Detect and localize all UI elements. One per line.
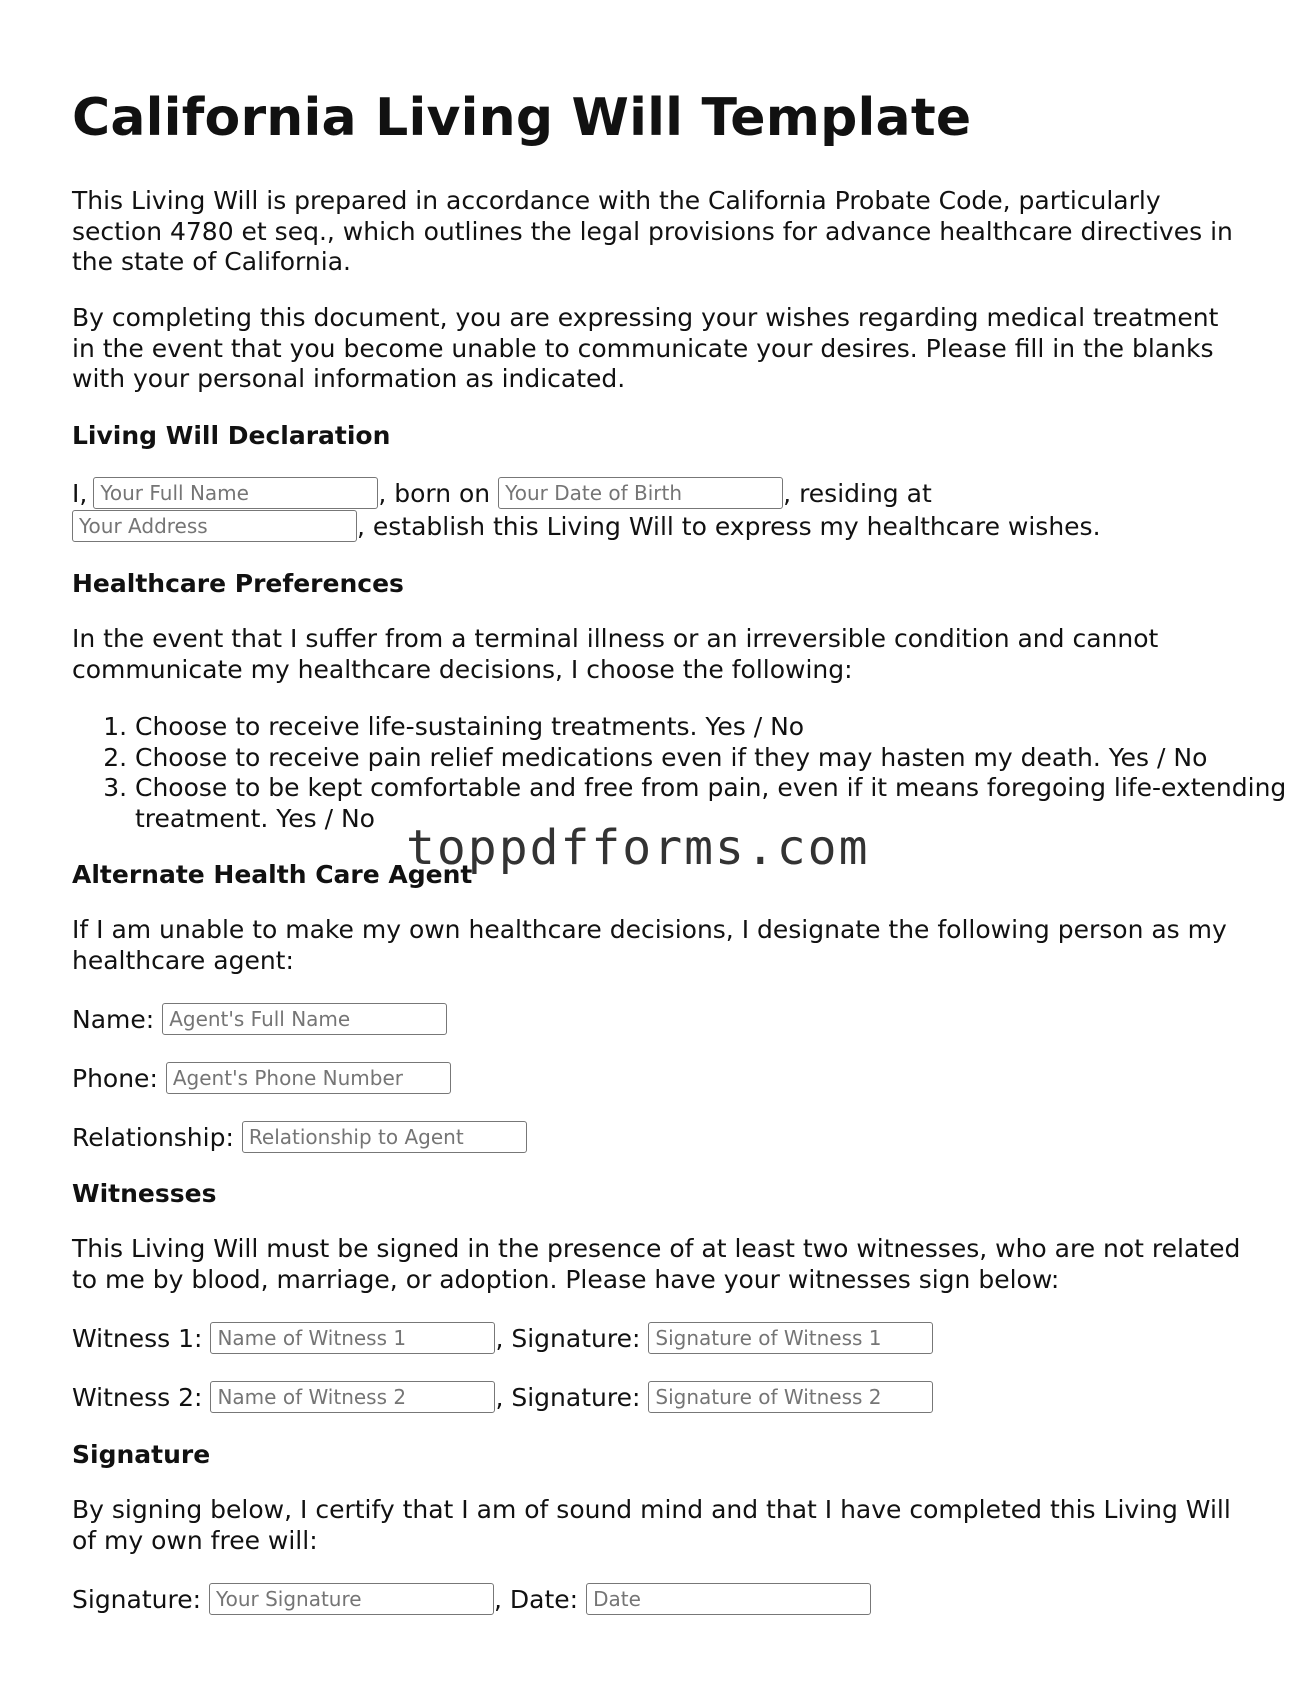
full-name-field[interactable]: [93, 477, 378, 509]
agent-name-row: [72, 1002, 447, 1036]
declaration-text-establish: , establish this Living Will to express my healthcare wishes.: [357, 511, 1101, 541]
intro-paragraph-1: This Living Will is prepared in accordance with the California Probate Code, particularly section 4780 et seq., which outlines the legal provisions for advance healthcare directives in the state of California.: [72, 186, 1233, 276]
witness-2-label: Witness 2:: [72, 1382, 203, 1412]
witness-2-row: [72, 1380, 933, 1414]
signature-row: [72, 1582, 871, 1616]
declaration-text-born: , born on: [378, 478, 491, 508]
agent-relationship-field[interactable]: [242, 1121, 527, 1153]
date-field[interactable]: [586, 1583, 871, 1615]
witness-2-signature-label: , Signature:: [495, 1382, 641, 1412]
preferences-heading: Healthcare Preferences: [72, 569, 404, 598]
agent-phone-row: [72, 1061, 451, 1095]
signature-field[interactable]: [209, 1583, 494, 1615]
address-field[interactable]: [72, 510, 357, 542]
intro-paragraph-2: By completing this document, you are expressing your wishes regarding medical treatment in the event that you become unable to communicate your desires. Please fill in the blanks with your personal information as indicated.: [72, 303, 1219, 393]
agent-text: If I am unable to make my own healthcare decisions, I designate the following person as my healthcare agent:: [72, 915, 1227, 975]
agent-heading: Alternate Health Care Agent: [72, 860, 473, 889]
watermark: toppdfforms.com: [406, 820, 870, 876]
signature-label: Signature:: [72, 1584, 202, 1614]
witness-2-name-field[interactable]: [210, 1381, 495, 1413]
signature-text: By signing below, I certify that I am of sound mind and that I have completed this Living Will of my own free will:: [72, 1495, 1231, 1555]
agent-relationship-row: [72, 1120, 527, 1154]
preferences-list: [72, 712, 1304, 834]
witness-2-signature-field[interactable]: [648, 1381, 933, 1413]
date-of-birth-field[interactable]: [498, 477, 783, 509]
declaration-text-i: I,: [72, 478, 88, 508]
agent-name-label: Name:: [72, 1004, 155, 1034]
agent-name-field[interactable]: [162, 1003, 447, 1035]
witness-1-label: Witness 1:: [72, 1323, 203, 1353]
agent-relationship-label: Relationship:: [72, 1122, 234, 1152]
declaration-line-1: [72, 476, 932, 510]
agent-phone-field[interactable]: [166, 1062, 451, 1094]
page-title: California Living Will Template: [72, 88, 972, 148]
declaration-heading: Living Will Declaration: [72, 421, 391, 450]
list-item: 3. Choose to be kept comfortable and free from pain, even if it means foregoing life-extending treatment. Yes / No: [135, 773, 1304, 834]
witnesses-heading: Witnesses: [72, 1179, 217, 1208]
signature-heading: Signature: [72, 1440, 211, 1469]
witness-1-signature-label: , Signature:: [495, 1323, 641, 1353]
date-label: , Date:: [494, 1584, 579, 1614]
preferences-text: In the event that I suffer from a terminal illness or an irreversible condition and cannot communicate my healthcare decisions, I choose the following:: [72, 624, 1159, 684]
declaration-line-2: [72, 509, 1101, 543]
list-item: 1. Choose to receive life-sustaining treatments. Yes / No: [135, 712, 1304, 743]
agent-phone-label: Phone:: [72, 1063, 158, 1093]
witness-1-row: [72, 1321, 933, 1355]
witness-1-signature-field[interactable]: [648, 1322, 933, 1354]
witnesses-text: This Living Will must be signed in the presence of at least two witnesses, who are not related to me by blood, marriage, or adoption. Please have your witnesses sign below:: [72, 1234, 1241, 1294]
list-item: 2. Choose to receive pain relief medications even if they may hasten my death. Yes / No: [135, 743, 1304, 774]
witness-1-name-field[interactable]: [210, 1322, 495, 1354]
declaration-text-residing: , residing at: [783, 478, 932, 508]
